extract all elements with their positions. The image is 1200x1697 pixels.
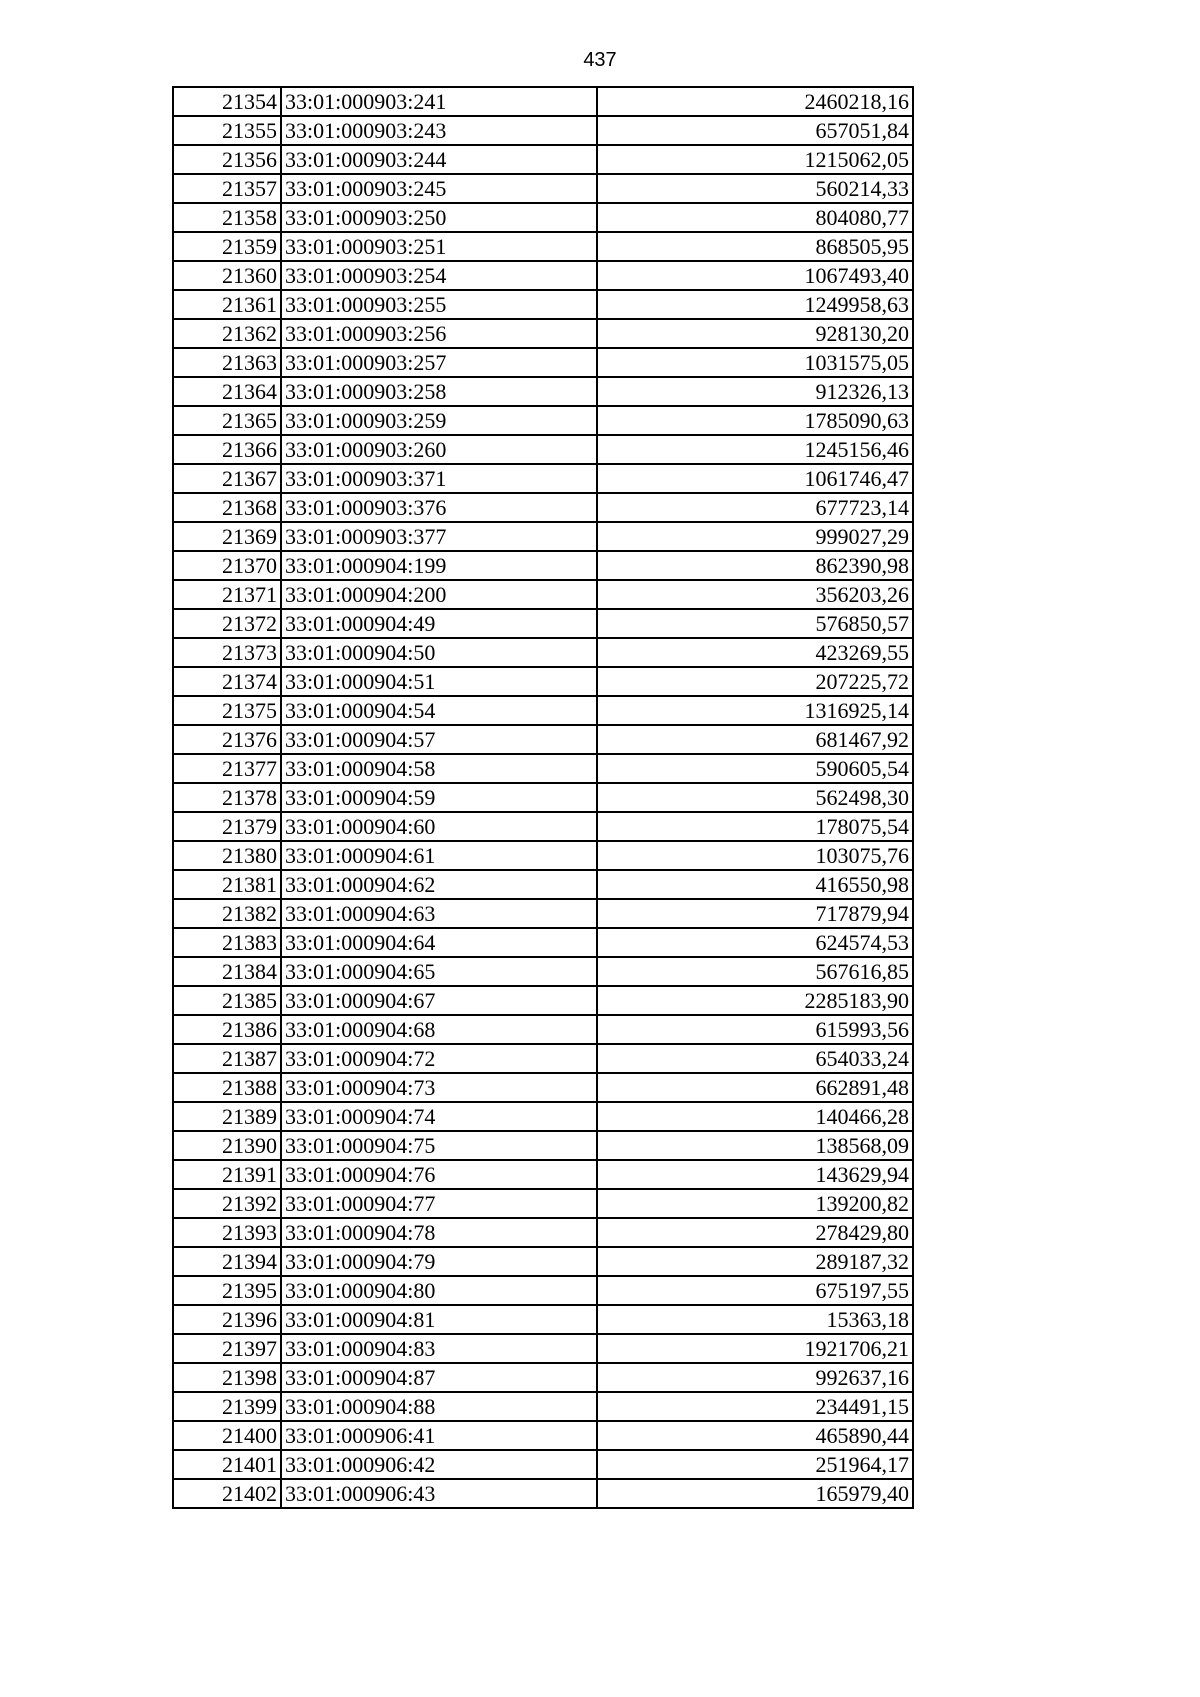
cadastral-value-cell: 465890,44: [597, 1421, 913, 1450]
row-number-cell: 21378: [173, 783, 281, 812]
table-row: [173, 493, 913, 522]
table-row: [173, 435, 913, 464]
cadastral-value-cell: 165979,40: [597, 1479, 913, 1508]
table-row: [173, 812, 913, 841]
cadastral-number-cell: 33:01:000903:376: [281, 493, 597, 522]
cadastral-value-cell: 2285183,90: [597, 986, 913, 1015]
row-number-cell: 21372: [173, 609, 281, 638]
row-number-cell: 21385: [173, 986, 281, 1015]
cadastral-number-cell: 33:01:000904:199: [281, 551, 597, 580]
cadastral-value-cell: 677723,14: [597, 493, 913, 522]
cadastral-number-cell: 33:01:000904:72: [281, 1044, 597, 1073]
cadastral-number-cell: 33:01:000904:77: [281, 1189, 597, 1218]
row-number-cell: 21368: [173, 493, 281, 522]
table-row: [173, 609, 913, 638]
cadastral-value-cell: 1067493,40: [597, 261, 913, 290]
row-number-cell: 21399: [173, 1392, 281, 1421]
cadastral-value-cell: 804080,77: [597, 203, 913, 232]
table-row: [173, 87, 913, 116]
cadastral-number-cell: 33:01:000904:64: [281, 928, 597, 957]
table-row: [173, 261, 913, 290]
cadastral-value-cell: 2460218,16: [597, 87, 913, 116]
table-row: [173, 957, 913, 986]
table-row: [173, 1218, 913, 1247]
row-number-cell: 21402: [173, 1479, 281, 1508]
table-row: [173, 1479, 913, 1508]
cadastral-number-cell: 33:01:000904:60: [281, 812, 597, 841]
row-number-cell: 21389: [173, 1102, 281, 1131]
cadastral-number-cell: 33:01:000904:83: [281, 1334, 597, 1363]
cadastral-value-cell: 675197,55: [597, 1276, 913, 1305]
cadastral-number-cell: 33:01:000904:76: [281, 1160, 597, 1189]
row-number-cell: 21361: [173, 290, 281, 319]
table-row: [173, 1189, 913, 1218]
cadastral-value-cell: 1249958,63: [597, 290, 913, 319]
cadastral-value-table: [172, 86, 914, 1509]
cadastral-value-cell: 912326,13: [597, 377, 913, 406]
row-number-cell: 21396: [173, 1305, 281, 1334]
table-row: [173, 696, 913, 725]
cadastral-value-cell: 1031575,05: [597, 348, 913, 377]
cadastral-number-cell: 33:01:000904:73: [281, 1073, 597, 1102]
cadastral-number-cell: 33:01:000904:87: [281, 1363, 597, 1392]
cadastral-value-cell: 1061746,47: [597, 464, 913, 493]
cadastral-number-cell: 33:01:000903:257: [281, 348, 597, 377]
table-row: [173, 1421, 913, 1450]
cadastral-number-cell: 33:01:000904:58: [281, 754, 597, 783]
cadastral-number-cell: 33:01:000906:41: [281, 1421, 597, 1450]
table-row: [173, 1160, 913, 1189]
table-row: [173, 1334, 913, 1363]
table-row: [173, 1363, 913, 1392]
cadastral-value-cell: 717879,94: [597, 899, 913, 928]
cadastral-number-cell: 33:01:000903:377: [281, 522, 597, 551]
table-row: [173, 783, 913, 812]
table-row: [173, 348, 913, 377]
row-number-cell: 21360: [173, 261, 281, 290]
table-row: [173, 638, 913, 667]
cadastral-number-cell: 33:01:000904:80: [281, 1276, 597, 1305]
cadastral-value-cell: 140466,28: [597, 1102, 913, 1131]
table-row: [173, 290, 913, 319]
cadastral-value-cell: 624574,53: [597, 928, 913, 957]
row-number-cell: 21382: [173, 899, 281, 928]
cadastral-value-cell: 657051,84: [597, 116, 913, 145]
cadastral-number-cell: 33:01:000904:62: [281, 870, 597, 899]
cadastral-number-cell: 33:01:000904:78: [281, 1218, 597, 1247]
table-row: [173, 116, 913, 145]
cadastral-value-cell: 416550,98: [597, 870, 913, 899]
table-row: [173, 406, 913, 435]
table-row: [173, 1073, 913, 1102]
row-number-cell: 21387: [173, 1044, 281, 1073]
row-number-cell: 21376: [173, 725, 281, 754]
row-number-cell: 21375: [173, 696, 281, 725]
table-row: [173, 1015, 913, 1044]
table-row: [173, 1102, 913, 1131]
table-row: [173, 145, 913, 174]
cadastral-number-cell: 33:01:000903:241: [281, 87, 597, 116]
cadastral-number-cell: 33:01:000903:245: [281, 174, 597, 203]
cadastral-number-cell: 33:01:000904:68: [281, 1015, 597, 1044]
cadastral-number-cell: 33:01:000904:50: [281, 638, 597, 667]
row-number-cell: 21379: [173, 812, 281, 841]
cadastral-value-cell: 992637,16: [597, 1363, 913, 1392]
table-row: [173, 1247, 913, 1276]
cadastral-value-cell: 278429,80: [597, 1218, 913, 1247]
table-row: [173, 841, 913, 870]
row-number-cell: 21386: [173, 1015, 281, 1044]
row-number-cell: 21357: [173, 174, 281, 203]
cadastral-number-cell: 33:01:000904:79: [281, 1247, 597, 1276]
table-row: [173, 377, 913, 406]
row-number-cell: 21371: [173, 580, 281, 609]
table-row: [173, 232, 913, 261]
table-row: [173, 1450, 913, 1479]
row-number-cell: 21370: [173, 551, 281, 580]
row-number-cell: 21374: [173, 667, 281, 696]
table-row: [173, 1392, 913, 1421]
cadastral-number-cell: 33:01:000904:75: [281, 1131, 597, 1160]
cadastral-value-cell: 999027,29: [597, 522, 913, 551]
row-number-cell: 21355: [173, 116, 281, 145]
cadastral-number-cell: 33:01:000904:88: [281, 1392, 597, 1421]
cadastral-value-cell: 1245156,46: [597, 435, 913, 464]
table-row: [173, 174, 913, 203]
table-row: [173, 580, 913, 609]
cadastral-number-cell: 33:01:000906:43: [281, 1479, 597, 1508]
cadastral-number-cell: 33:01:000903:260: [281, 435, 597, 464]
cadastral-value-cell: 103075,76: [597, 841, 913, 870]
row-number-cell: 21397: [173, 1334, 281, 1363]
row-number-cell: 21380: [173, 841, 281, 870]
row-number-cell: 21388: [173, 1073, 281, 1102]
cadastral-value-cell: 1215062,05: [597, 145, 913, 174]
row-number-cell: 21358: [173, 203, 281, 232]
cadastral-number-cell: 33:01:000904:67: [281, 986, 597, 1015]
row-number-cell: 21377: [173, 754, 281, 783]
cadastral-number-cell: 33:01:000903:255: [281, 290, 597, 319]
table-row: [173, 899, 913, 928]
cadastral-number-cell: 33:01:000906:42: [281, 1450, 597, 1479]
cadastral-number-cell: 33:01:000904:63: [281, 899, 597, 928]
table-row: [173, 928, 913, 957]
cadastral-number-cell: 33:01:000903:251: [281, 232, 597, 261]
table-row: [173, 1305, 913, 1334]
table-row: [173, 1276, 913, 1305]
cadastral-number-cell: 33:01:000903:243: [281, 116, 597, 145]
cadastral-value-cell: 662891,48: [597, 1073, 913, 1102]
row-number-cell: 21367: [173, 464, 281, 493]
cadastral-number-cell: 33:01:000904:200: [281, 580, 597, 609]
cadastral-value-cell: 207225,72: [597, 667, 913, 696]
row-number-cell: 21381: [173, 870, 281, 899]
table-row: [173, 464, 913, 493]
table-row: [173, 522, 913, 551]
table-row: [173, 1044, 913, 1073]
cadastral-value-cell: 868505,95: [597, 232, 913, 261]
cadastral-value-cell: 15363,18: [597, 1305, 913, 1334]
table-row: [173, 870, 913, 899]
cadastral-value-cell: 590605,54: [597, 754, 913, 783]
cadastral-number-cell: 33:01:000903:371: [281, 464, 597, 493]
cadastral-value-cell: 356203,26: [597, 580, 913, 609]
cadastral-value-cell: 1316925,14: [597, 696, 913, 725]
cadastral-value-cell: 681467,92: [597, 725, 913, 754]
cadastral-value-cell: 289187,32: [597, 1247, 913, 1276]
table-row: [173, 1131, 913, 1160]
table-row: [173, 725, 913, 754]
table-row: [173, 754, 913, 783]
row-number-cell: 21391: [173, 1160, 281, 1189]
row-number-cell: 21365: [173, 406, 281, 435]
table-row: [173, 551, 913, 580]
cadastral-number-cell: 33:01:000904:81: [281, 1305, 597, 1334]
cadastral-value-cell: 251964,17: [597, 1450, 913, 1479]
cadastral-number-cell: 33:01:000904:59: [281, 783, 597, 812]
page-number: 437: [583, 49, 617, 71]
cadastral-number-cell: 33:01:000903:259: [281, 406, 597, 435]
cadastral-number-cell: 33:01:000904:74: [281, 1102, 597, 1131]
row-number-cell: 21401: [173, 1450, 281, 1479]
row-number-cell: 21364: [173, 377, 281, 406]
table-row: [173, 319, 913, 348]
cadastral-value-cell: 138568,09: [597, 1131, 913, 1160]
table-row: [173, 667, 913, 696]
row-number-cell: 21392: [173, 1189, 281, 1218]
row-number-cell: 21394: [173, 1247, 281, 1276]
table-row: [173, 203, 913, 232]
row-number-cell: 21362: [173, 319, 281, 348]
row-number-cell: 21354: [173, 87, 281, 116]
cadastral-value-cell: 560214,33: [597, 174, 913, 203]
cadastral-value-cell: 178075,54: [597, 812, 913, 841]
table-row: [173, 986, 913, 1015]
cadastral-value-cell: 143629,94: [597, 1160, 913, 1189]
cadastral-number-cell: 33:01:000904:61: [281, 841, 597, 870]
row-number-cell: 21373: [173, 638, 281, 667]
cadastral-value-cell: 654033,24: [597, 1044, 913, 1073]
row-number-cell: 21390: [173, 1131, 281, 1160]
row-number-cell: 21369: [173, 522, 281, 551]
table-body: [173, 87, 913, 1508]
cadastral-number-cell: 33:01:000904:65: [281, 957, 597, 986]
row-number-cell: 21383: [173, 928, 281, 957]
row-number-cell: 21363: [173, 348, 281, 377]
cadastral-value-cell: 576850,57: [597, 609, 913, 638]
row-number-cell: 21393: [173, 1218, 281, 1247]
cadastral-value-cell: 928130,20: [597, 319, 913, 348]
cadastral-value-cell: 234491,15: [597, 1392, 913, 1421]
row-number-cell: 21366: [173, 435, 281, 464]
cadastral-number-cell: 33:01:000904:49: [281, 609, 597, 638]
cadastral-value-cell: 615993,56: [597, 1015, 913, 1044]
cadastral-value-cell: 567616,85: [597, 957, 913, 986]
cadastral-value-cell: 1785090,63: [597, 406, 913, 435]
cadastral-number-cell: 33:01:000903:258: [281, 377, 597, 406]
cadastral-number-cell: 33:01:000903:250: [281, 203, 597, 232]
row-number-cell: 21398: [173, 1363, 281, 1392]
cadastral-number-cell: 33:01:000903:254: [281, 261, 597, 290]
cadastral-number-cell: 33:01:000904:57: [281, 725, 597, 754]
cadastral-value-cell: 562498,30: [597, 783, 913, 812]
cadastral-number-cell: 33:01:000903:244: [281, 145, 597, 174]
row-number-cell: 21400: [173, 1421, 281, 1450]
row-number-cell: 21395: [173, 1276, 281, 1305]
cadastral-value-cell: 1921706,21: [597, 1334, 913, 1363]
cadastral-number-cell: 33:01:000903:256: [281, 319, 597, 348]
cadastral-value-cell: 139200,82: [597, 1189, 913, 1218]
cadastral-number-cell: 33:01:000904:54: [281, 696, 597, 725]
row-number-cell: 21356: [173, 145, 281, 174]
cadastral-number-cell: 33:01:000904:51: [281, 667, 597, 696]
cadastral-value-cell: 423269,55: [597, 638, 913, 667]
row-number-cell: 21359: [173, 232, 281, 261]
row-number-cell: 21384: [173, 957, 281, 986]
cadastral-value-cell: 862390,98: [597, 551, 913, 580]
